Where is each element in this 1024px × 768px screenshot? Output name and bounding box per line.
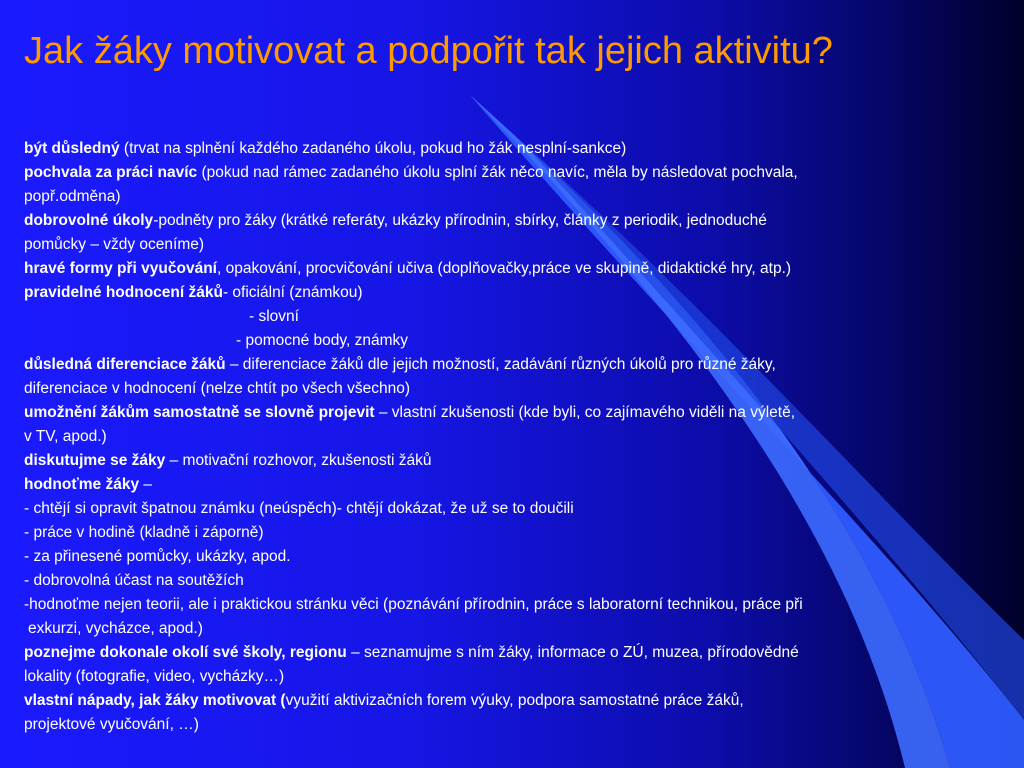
list-item <box>24 593 954 617</box>
list-item <box>24 425 954 449</box>
item-text: – vlastní zkušenosti (kde byli, co zajímavého viděli na výletě, <box>374 404 796 421</box>
item-text: – <box>139 476 153 493</box>
item-text: -podněty pro žáky (krátké referáty, ukázky přírodnin, sbírky, články z periodik, jednoduché <box>153 212 767 229</box>
item-text: - slovní <box>249 308 299 325</box>
list-item <box>24 617 954 641</box>
list-item <box>24 305 954 329</box>
list-item <box>24 641 954 665</box>
list-item <box>24 233 954 257</box>
item-text: pomůcky – vždy oceníme) <box>24 236 205 253</box>
item-text: (trvat na splnění každého zadaného úkolu, pokud ho žák nesplní-sankce) <box>119 140 627 157</box>
list-item <box>24 161 954 185</box>
list-item <box>24 689 954 713</box>
slide-body <box>24 137 954 737</box>
item-text: využití aktivizačních forem výuky, podpora samostatné práce žáků, <box>285 692 744 709</box>
item-text: - oficiální (známkou) <box>222 284 363 301</box>
item-text: popř.odměna) <box>24 188 121 205</box>
list-item <box>24 449 954 473</box>
list-item <box>24 377 954 401</box>
item-heading: hodnoťme žáky <box>24 476 140 493</box>
item-text: – motivační rozhovor, zkušenosti žáků <box>165 452 432 469</box>
list-item <box>24 281 954 305</box>
item-text: - za přinesené pomůcky, ukázky, apod. <box>24 548 291 565</box>
item-heading: dobrovolné úkoly <box>24 212 154 229</box>
list-item <box>24 401 954 425</box>
item-heading: pravidelné hodnocení žáků <box>24 284 223 301</box>
item-heading: diskutujme se žáky <box>24 452 166 469</box>
item-text: - dobrovolná účast na soutěžích <box>24 572 244 589</box>
list-item <box>24 497 954 521</box>
item-heading: umožnění žákům samostatně se slovně projevit <box>24 404 375 421</box>
list-item <box>24 521 954 545</box>
list-item <box>24 257 954 281</box>
list-item <box>24 713 954 737</box>
item-heading: být důsledný <box>24 140 120 157</box>
item-text: - chtějí si opravit špatnou známku (neúspěch)- chtějí dokázat, že už se to doučili <box>24 500 574 517</box>
list-item <box>24 473 954 497</box>
list-item <box>24 545 954 569</box>
item-heading: hravé formy při vyučování <box>24 260 217 277</box>
item-text: exkurzi, vycházce, apod.) <box>28 620 203 637</box>
item-text: – seznamujme s ním žáky, informace o ZÚ, muzea, přírodovědné <box>346 644 799 661</box>
item-heading: poznejme dokonale okolí své školy, regionu <box>24 644 347 661</box>
list-item <box>24 353 954 377</box>
item-text: diferenciace v hodnocení (nelze chtít po všech všechno) <box>24 380 411 397</box>
item-heading: pochvala za práci navíc <box>24 164 198 181</box>
list-item <box>24 137 954 161</box>
item-text: (pokud nad rámec zadaného úkolu splní žák něco navíc, měla by následovat pochvala, <box>197 164 798 181</box>
list-item <box>24 569 954 593</box>
item-text: v TV, apod.) <box>24 428 107 445</box>
item-text: lokality (fotografie, video, vycházky…) <box>24 668 285 685</box>
item-text: -hodnoťme nejen teorii, ale i praktickou stránku věci (poznávání přírodnin, práce s laboratorní technikou, práce při <box>24 596 803 613</box>
item-heading: důsledná diferenciace žáků <box>24 356 226 373</box>
item-text: - pomocné body, známky <box>236 332 409 349</box>
list-item <box>24 209 954 233</box>
list-item <box>24 665 954 689</box>
item-text: projektové vyučování, …) <box>24 716 199 733</box>
item-text: – diferenciace žáků dle jejich možností, zadávání různých úkolů pro různé žáky, <box>225 356 776 373</box>
slide-title: Jak žáky motivovat a podpořit tak jejich aktivitu? <box>24 30 833 72</box>
item-text: , opakování, procvičování učiva (doplňovačky,práce ve skupině, didaktické hry, atp.) <box>216 260 792 277</box>
item-text: - práce v hodině (kladně i záporně) <box>24 524 264 541</box>
item-heading: vlastní nápady, jak žáky motivovat ( <box>24 692 286 709</box>
list-item <box>24 185 954 209</box>
list-item <box>24 329 954 353</box>
